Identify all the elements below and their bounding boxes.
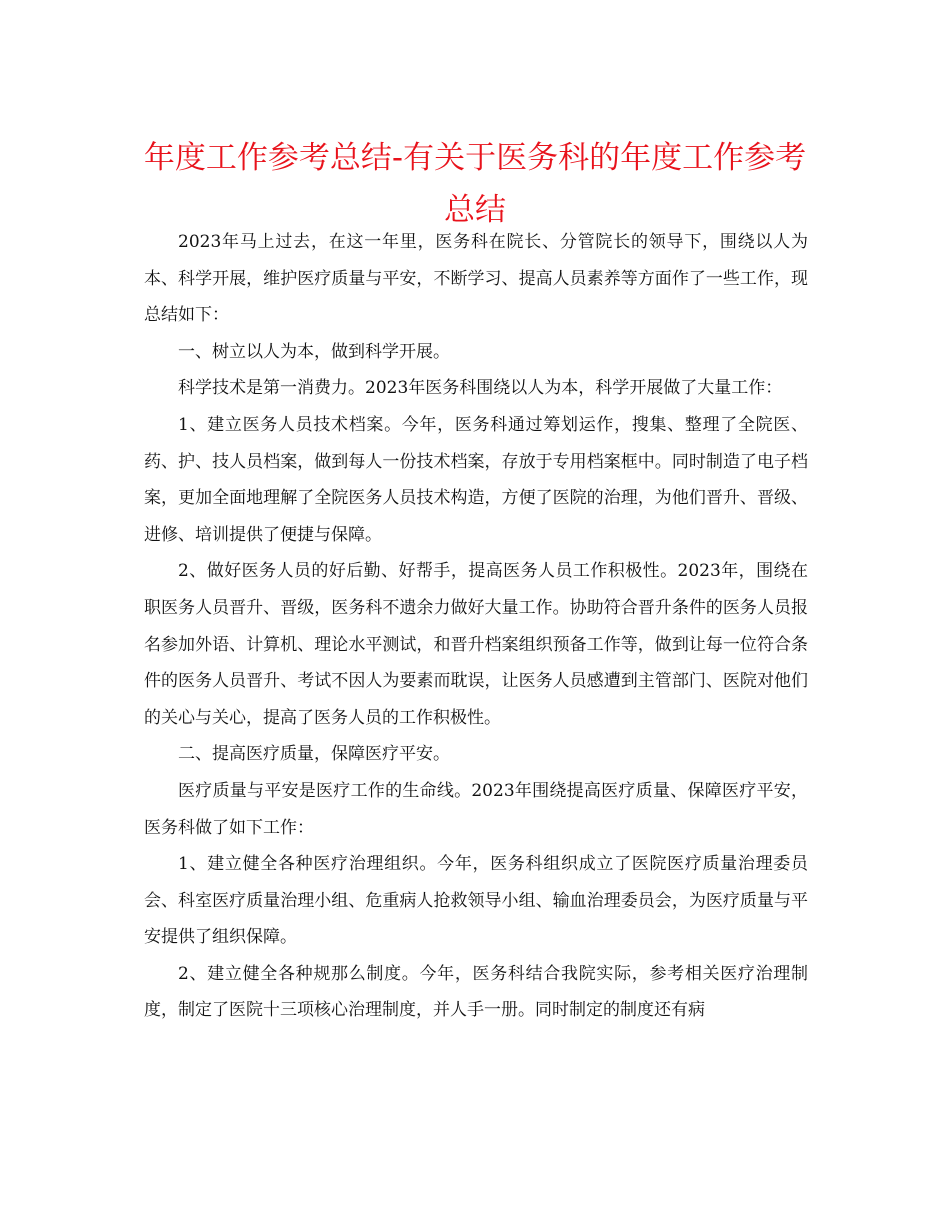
paragraph-section-1-item-1: 1、建立医务人员技术档案。今年，医务科通过筹划运作，搜集、整理了全院医、药、护、技人员档案，做到每人一份技术档案，存放于专用档案框中。同时制造了电子档案，更加全面地理解了全院医务人员技术构造，方便了医院的治理，为他们晋升、晋级、进修、培训提供了便捷与保障。 xyxy=(144,414,808,545)
paragraph-section-2-item-2: 2、建立健全各种规那么制度。今年，医务科结合我院实际，参考相关医疗治理制度，制定了医院十三项核心治理制度，并人手一册。同时制定的制度还有病 xyxy=(144,963,808,1021)
paragraph-intro: 2023年马上过去，在这一年里，医务科在院长、分管院长的领导下，围绕以人为本、科学开展，维护医疗质量与平安，不断学习、提高人员素养等方面作了一些工作，现总结如下： xyxy=(144,232,808,326)
paragraph-section-2-intro: 医疗质量与平安是医疗工作的生命线。2023年围绕提高医疗质量、保障医疗平安，医务科做了如下工作： xyxy=(144,780,808,838)
section-heading-2: 二、提高医疗质量，保障医疗平安。 xyxy=(178,744,450,765)
paragraph-section-2-item-1: 1、建立健全各种医疗治理组织。今年，医务科组织成立了医院医疗质量治理委员会、科室医疗质量治理小组、危重病人抢救领导小组、输血治理委员会，为医疗质量与平安提供了组织保障。 xyxy=(144,854,808,948)
paragraph-section-1-intro: 科学技术是第一消费力。2023年医务科围绕以人为本，科学开展做了大量工作： xyxy=(178,378,783,399)
document-body xyxy=(144,224,808,1029)
paragraph-section-1-item-2: 2、做好医务人员的好后勤、好帮手，提高医务人员工作积极性。2023年，围绕在职医务人员晋升、晋级，医务科不遗余力做好大量工作。协助符合晋升条件的医务人员报名参加外语、计算机、理论水平测试，和晋升档案组织预备工作等，做到让每一位符合条件的医务人员晋升、考试不因人为要素而耽误，让医务人员感遭到主管部门、医院对他们的关心与关心，提高了医务人员的工作积极性。 xyxy=(144,561,808,728)
section-heading-1: 一、树立以人为本，做到科学开展。 xyxy=(178,341,450,362)
document-title: 年度工作参考总结-有关于医务科的年度工作参考总结 xyxy=(143,140,807,228)
